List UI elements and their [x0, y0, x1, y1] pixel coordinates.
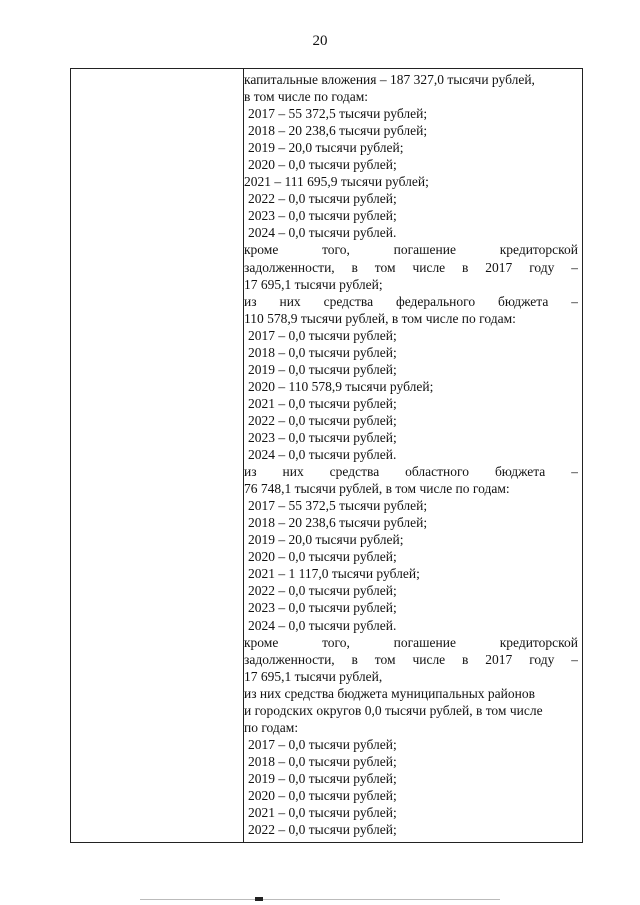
scan-mark — [255, 897, 263, 901]
text-line: 2021 – 0,0 тысячи рублей; — [248, 395, 397, 411]
table-content-column — [244, 71, 578, 838]
text-line: 2024 – 0,0 тысячи рублей. — [248, 617, 397, 633]
text-line: кроме того, погашение кредиторской — [244, 634, 578, 650]
text-line: 2023 – 0,0 тысячи рублей; — [248, 600, 397, 616]
text-line: 2018 – 20 238,6 тысячи рублей; — [248, 123, 428, 139]
text-line: капитальные вложения – 187 327,0 тысячи рублей, — [244, 72, 535, 87]
text-line: 2021 – 1 117,0 тысячи рублей; — [248, 566, 420, 582]
text-line: кроме того, погашение кредиторской — [244, 242, 578, 258]
text-line: 2024 – 0,0 тысячи рублей. — [248, 447, 397, 463]
text-line: из них средства областного бюджета – — [244, 464, 578, 480]
text-line: 2021 – 111 695,9 тысячи рублей; — [244, 174, 429, 190]
text-line: 2022 – 0,0 тысячи рублей; — [248, 412, 397, 428]
text-line: 2024 – 0,0 тысячи рублей. — [248, 225, 397, 241]
text-line: 2017 – 0,0 тысячи рублей; — [248, 327, 397, 343]
text-line: 2019 – 0,0 тысячи рублей; — [248, 770, 397, 786]
text-line: 2017 – 55 372,5 тысячи рублей; — [248, 106, 428, 122]
text-line: в том числе по годам: — [244, 89, 369, 105]
document-table — [70, 68, 583, 843]
text-line: 2023 – 0,0 тысячи рублей; — [248, 208, 397, 224]
text-line: 2020 – 0,0 тысячи рублей; — [248, 549, 397, 565]
text-line: 2019 – 20,0 тысячи рублей; — [248, 532, 404, 548]
text-line: 2018 – 20 238,6 тысячи рублей; — [248, 515, 428, 531]
text-line: 2017 – 0,0 тысячи рублей; — [248, 736, 397, 752]
text-line: 2020 – 0,0 тысячи рублей; — [248, 157, 397, 173]
text-line: из них средства федерального бюджета – — [244, 293, 578, 309]
text-line: 2017 – 55 372,5 тысячи рублей; — [248, 498, 428, 514]
text-line: 2022 – 0,0 тысячи рублей; — [248, 583, 397, 599]
text-line: 2020 – 110 578,9 тысячи рублей; — [248, 378, 434, 394]
text-line: 76 748,1 тысячи рублей, в том числе по годам: — [244, 481, 510, 497]
text-line: по годам: — [244, 719, 299, 735]
text-line: 2021 – 0,0 тысячи рублей; — [248, 805, 397, 821]
text-line: 2019 – 20,0 тысячи рублей; — [248, 140, 404, 156]
text-line: задолженности, в том числе в 2017 году – — [244, 651, 578, 667]
text-line: 2018 – 0,0 тысячи рублей; — [248, 753, 397, 769]
text-line: задолженности, в том числе в 2017 году – — [244, 259, 578, 275]
text-line: 2018 – 0,0 тысячи рублей; — [248, 344, 397, 360]
scan-bottom-edge — [140, 899, 500, 900]
text-line: из них средства бюджета муниципальных районов — [244, 685, 536, 701]
text-line: 2022 – 0,0 тысячи рублей; — [248, 191, 397, 207]
page-number: 20 — [312, 33, 328, 49]
table-label-column — [71, 69, 244, 842]
text-line: 2020 – 0,0 тысячи рублей; — [248, 787, 397, 803]
text-line: и городских округов 0,0 тысячи рублей, в том числе — [244, 702, 543, 718]
text-line: 17 695,1 тысячи рублей, — [244, 668, 383, 684]
text-line: 110 578,9 тысячи рублей, в том числе по годам: — [244, 310, 516, 326]
text-line: 2023 – 0,0 тысячи рублей; — [248, 429, 397, 445]
text-line: 2022 – 0,0 тысячи рублей; — [248, 822, 397, 838]
text-line: 2019 – 0,0 тысячи рублей; — [248, 361, 397, 377]
text-line: 17 695,1 тысячи рублей; — [244, 276, 383, 292]
